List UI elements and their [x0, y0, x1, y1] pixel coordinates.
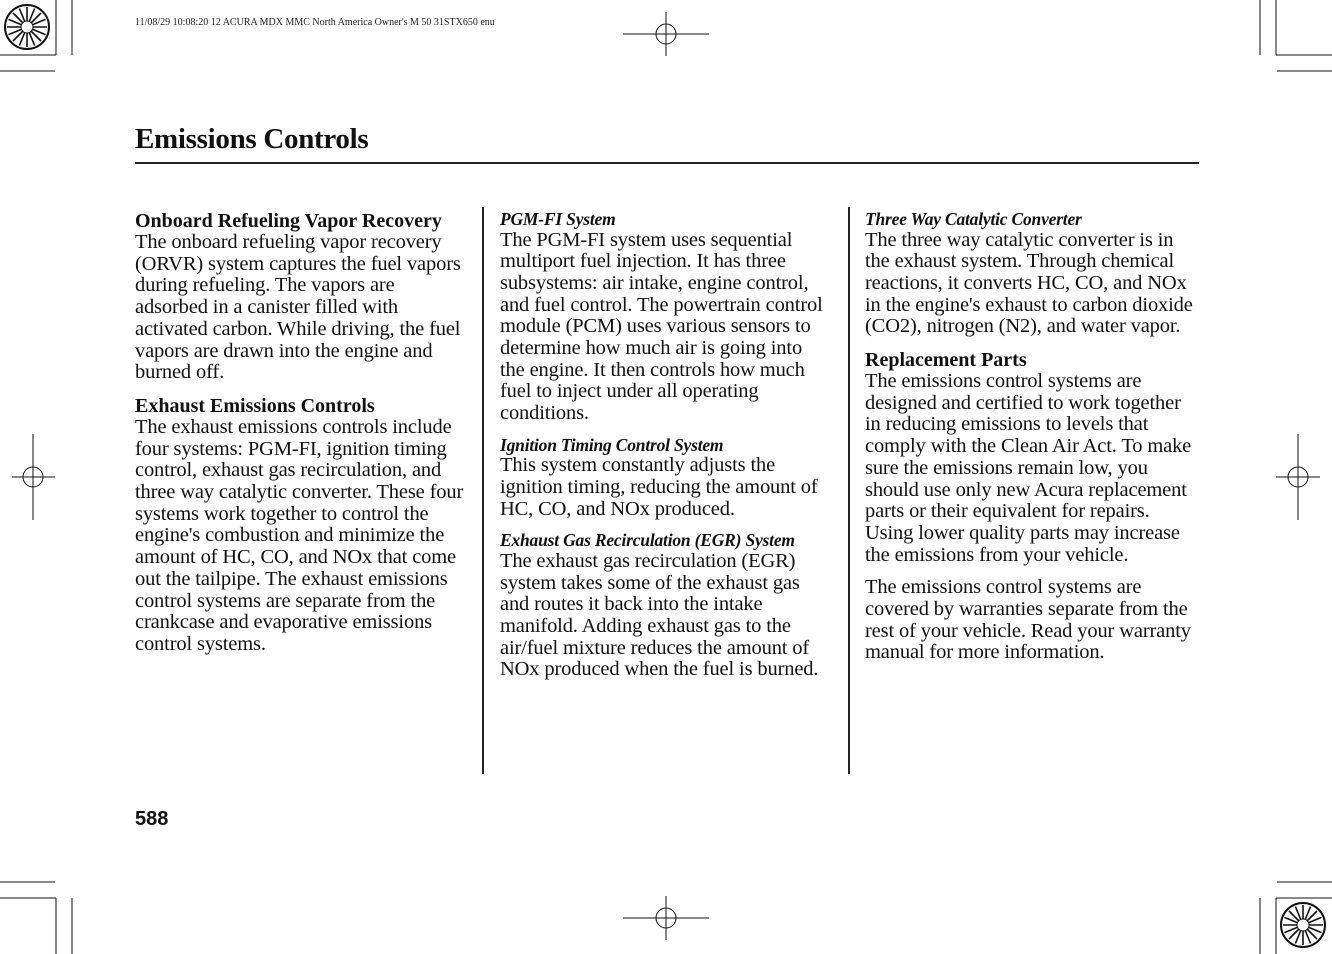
- section-heading: Exhaust Emissions Controls: [135, 394, 375, 417]
- page-number: 588: [135, 808, 169, 830]
- section-body: The exhaust emissions controls include four systems: PGM-FI, ignition timing control, exhaust gas recirculation, and three way catalytic converter. These four systems work together to control the engine's combustion and minimize the amount of HC, CO, and NOx that come out the tailpipe. The exhaust emissions control systems are separate from the crankcase and evaporative emissions control systems.: [135, 415, 464, 655]
- section-body: The emissions control systems are designed and certified to work together in reducing emissions to levels that comply with the Clean Air Act. To make sure the emissions remain low, you should use only new Acura replacement parts or their equivalent for repairs. Using lower quality parts may increase the emissions from your vehicle.: [865, 370, 1192, 566]
- section-heading: Exhaust Gas Recirculation (EGR) System: [500, 530, 795, 551]
- section-heading: PGM-FI System: [500, 209, 616, 229]
- section-body: The PGM-FI system uses sequential multiport fuel injection. It has three subsystems: air intake, engine control, and fuel control. The powertrain control module (PCM) uses various sensors to determine how much air is going into the engine. It then controls how much fuel to inject under all operating conditions.: [500, 228, 823, 425]
- sunburst-mark-icon: [5, 5, 49, 49]
- registration-target-icon: [623, 12, 709, 56]
- section-heading: Three Way Catalytic Converter: [865, 209, 1082, 229]
- registration-target-icon: [1276, 434, 1320, 520]
- section-body: The exhaust gas recirculation (EGR) system takes some of the exhaust gas and routes it back into the intake manifold. Adding exhaust gas to the air/fuel mixture reduces the amount of NOx produced when the fuel is burned.: [500, 549, 819, 681]
- print-slug: 11/08/29 10:08:20 12 ACURA MDX MMC North America Owner's M 50 31STX650 enu: [135, 17, 495, 28]
- section-heading: Ignition Timing Control System: [500, 434, 724, 455]
- section-heading: Onboard Refueling Vapor Recovery: [135, 210, 442, 232]
- section-body: This system constantly adjusts the ignition timing, reducing the amount of HC, CO, and NOx produced.: [500, 454, 818, 520]
- registration-target-icon: [623, 896, 709, 940]
- section-body: The three way catalytic converter is in the exhaust system. Through chemical reactions, it converts HC, CO, and NOx in the engine's exhaust to carbon dioxide (CO2), nitrogen (N2), and water vapor.: [865, 228, 1193, 338]
- section-body: The onboard refueling vapor recovery (ORVR) system captures the fuel vapors during refueling. The vapors are adsorbed in a canister filled with activated carbon. While driving, the fuel vapors are drawn into the engine and burned off.: [135, 231, 461, 384]
- registration-target-icon: [12, 434, 55, 520]
- sunburst-mark-icon: [1281, 903, 1325, 947]
- page-title: Emissions Controls: [135, 123, 369, 155]
- section-body: The emissions control systems are covered by warranties separate from the rest of your vehicle. Read your warranty manual for more information.: [865, 576, 1191, 664]
- section-heading: Replacement Parts: [865, 349, 1027, 372]
